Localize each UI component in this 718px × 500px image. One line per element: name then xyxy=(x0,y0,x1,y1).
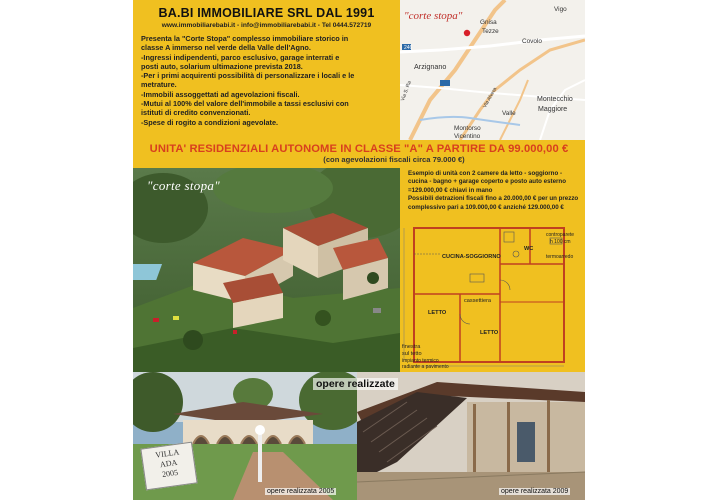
plan-text-line: Esempio di unità con 2 camere da letto - soggiorno - xyxy=(408,170,563,177)
description-line: -Mutui al 100% del valore dell'immobile a tassi esclusivi con xyxy=(141,99,349,109)
map-label: Vigo xyxy=(554,6,567,13)
advertisement xyxy=(133,0,585,500)
map-label: Via S. Ra xyxy=(400,80,413,103)
map-label: Montecchio xyxy=(537,96,573,103)
map-label: Valle xyxy=(502,110,516,117)
intro-panel xyxy=(133,0,400,140)
map-label: Covolo xyxy=(522,38,542,45)
plan-label-bedroom: LETTO xyxy=(428,310,447,316)
map-label: 246 xyxy=(404,45,413,51)
plan-text-line: =129.000,00 € chiavi in mano xyxy=(408,186,493,194)
description xyxy=(141,34,392,127)
description-line: posti auto, solarium ultimazione prevista 2018. xyxy=(141,61,303,71)
description-line: classe A immerso nel verde della Valle dell'Agno. xyxy=(141,43,311,53)
plan-label-wall: h 100 cm xyxy=(550,239,571,245)
description-line: metrature. xyxy=(141,80,177,90)
description-line: -Ingressi indipendenti, parco esclusivo, garage interrati e xyxy=(141,52,340,62)
description-line: -Spese di rogito a condizioni agevolate. xyxy=(141,117,279,127)
company-name: BA.BI IMMOBILIARE SRL DAL 1991 xyxy=(158,6,375,20)
location-marker xyxy=(464,30,470,36)
map-label: Montorso xyxy=(454,125,481,132)
plan-label-heating: impianto termico xyxy=(402,358,439,364)
map-label: Gnisa xyxy=(480,19,497,26)
map-label: Via Alvera xyxy=(482,86,499,109)
headline-main: UNITA' RESIDENZIALI AUTONOME IN CLASSE "A" A PARTIRE DA 99.000,00 € xyxy=(149,143,569,155)
plan-label-wc: WC xyxy=(524,246,534,252)
price-headline xyxy=(133,140,585,168)
plan-label-kitchen: CUCINA-SOGGIORNO xyxy=(442,254,501,260)
plan-label-window: sul tetto xyxy=(402,351,422,357)
sign-line: VILLA xyxy=(154,447,180,460)
map-label: Maggiore xyxy=(538,106,568,113)
plan-label-radiator: termoarredo xyxy=(546,254,574,260)
villa-sign xyxy=(140,442,197,491)
rendering-image xyxy=(133,168,400,372)
caption-left: opere realizzata 2005 xyxy=(267,488,335,495)
plan-label-cassettiera: cassettiera xyxy=(464,298,492,304)
map-label: Tezze xyxy=(482,28,499,35)
plan-label-bedroom: LETTO xyxy=(480,330,499,336)
description-line: -Immobili assoggettati ad agevolazioni fiscali. xyxy=(141,89,300,99)
location-map xyxy=(400,0,585,140)
floor-plan xyxy=(400,224,585,372)
plan-label-wall: controparete xyxy=(546,232,575,238)
map-label: Arzignano xyxy=(414,62,447,71)
sign-line: 2005 xyxy=(161,467,179,479)
aerial-rendering xyxy=(133,168,400,372)
gallery-title: opere realizzate xyxy=(313,378,398,390)
sign-line: ADA xyxy=(159,457,178,470)
plan-text-line: complessivo pari a 109.000,00 € anziché 129.000,00 € xyxy=(408,203,564,211)
plan-label-heating: radiante a pavimento xyxy=(402,364,449,370)
portico-photo xyxy=(357,372,585,500)
contact-line: www.immobiliarebabi.it - info@immobiliarebabi.it - Tel 0444.572719 xyxy=(161,22,372,29)
headline-sub: (con agevolazioni fiscali circa 79.000 €) xyxy=(323,155,465,164)
plan-text-line: cucina - bagno + garage coperto e posto auto esterno xyxy=(408,178,566,186)
description-line: -Per i primi acquirenti possibilità di personalizzare i locali e le xyxy=(141,71,355,81)
description-line: istituti di credito convenzionati. xyxy=(141,108,251,118)
floor-plan-panel xyxy=(400,168,585,372)
caption-right: opere realizzata 2009 xyxy=(501,488,569,495)
plan-label-window: finestra xyxy=(402,344,421,350)
description-line: Presenta la "Corte Stopa" complesso immobiliare storico in xyxy=(141,34,349,43)
map-title: "corte stopa" xyxy=(404,10,463,22)
photo-portico xyxy=(357,372,585,500)
plan-description xyxy=(408,170,582,212)
floor-plan-drawing xyxy=(400,224,585,372)
rendering-title: "corte stopa" xyxy=(147,178,220,193)
plan-text-line: Possibili detrazioni fiscali fino a 20.000,00 € per un prezzo xyxy=(408,195,579,203)
map-label: Vicentino xyxy=(454,133,481,140)
